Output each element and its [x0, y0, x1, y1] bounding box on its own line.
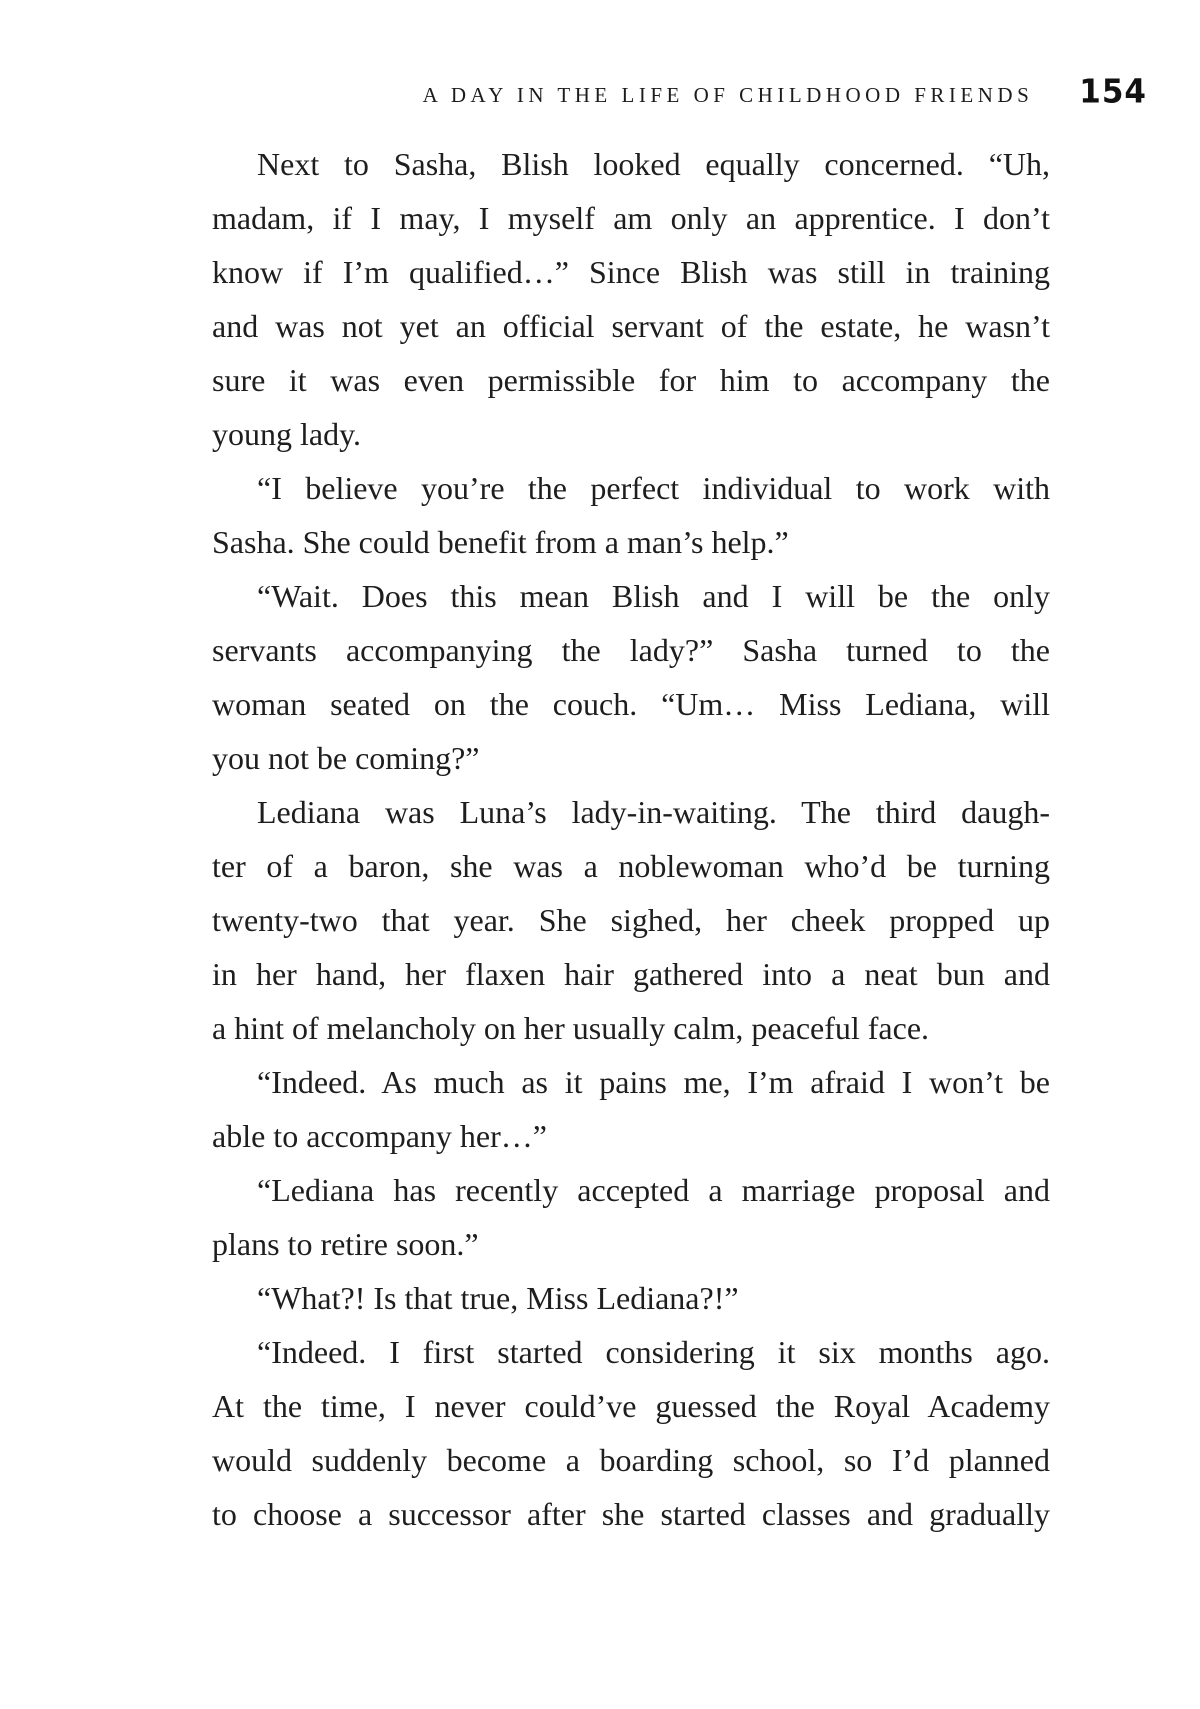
text-line: know if I’m qualified…” Since Blish was still in training: [212, 254, 1050, 290]
text-line: to choose a successor after she started classes and gradually: [212, 1496, 1050, 1532]
text-line: a hint of melancholy on her usually calm, peaceful face.: [212, 1010, 930, 1046]
page-header: [212, 74, 1147, 110]
body-text: [212, 137, 1050, 1541]
text-line: “Lediana has recently accepted a marriage proposal and: [257, 1172, 1050, 1208]
text-line: sure it was even permissible for him to accompany the: [212, 362, 1050, 398]
text-line: servants accompanying the lady?” Sasha turned to the: [212, 632, 1050, 668]
text-line: Sasha. She could benefit from a man’s help.”: [212, 524, 789, 560]
text-line: Next to Sasha, Blish looked equally concerned. “Uh,: [257, 146, 1050, 182]
text-line: would suddenly become a boarding school, so I’d planned: [212, 1442, 1050, 1478]
text-line: in her hand, her flaxen hair gathered into a neat bun and: [212, 956, 1050, 992]
text-line: ter of a baron, she was a noblewoman who’d be turning: [212, 848, 1050, 884]
text-line: plans to retire soon.”: [212, 1226, 479, 1262]
text-line: “Wait. Does this mean Blish and I will be the only: [257, 578, 1050, 614]
text-line: you not be coming?”: [212, 740, 480, 776]
text-line: “Indeed. I first started considering it six months ago.: [257, 1334, 1050, 1370]
text-line: “What?! Is that true, Miss Lediana?!”: [257, 1280, 739, 1316]
text-line: “I believe you’re the perfect individual to work with: [257, 470, 1050, 506]
text-line: At the time, I never could’ve guessed the Royal Academy: [212, 1388, 1050, 1424]
page-number: 154: [1079, 73, 1147, 111]
text-line: young lady.: [212, 416, 362, 452]
text-line: and was not yet an official servant of the estate, he wasn’t: [212, 308, 1050, 344]
text-line: “Indeed. As much as it pains me, I’m afraid I won’t be: [257, 1064, 1050, 1100]
text-line: madam, if I may, I myself am only an apprentice. I don’t: [212, 200, 1050, 236]
text-line: Lediana was Luna’s lady-in-waiting. The third daugh-: [257, 794, 1050, 830]
text-line: woman seated on the couch. “Um… Miss Lediana, will: [212, 686, 1050, 722]
running-title: A DAY IN THE LIFE OF CHILDHOOD FRIENDS: [422, 83, 1034, 107]
text-line: twenty-two that year. She sighed, her cheek propped up: [212, 902, 1050, 938]
text-line: able to accompany her…”: [212, 1118, 547, 1154]
